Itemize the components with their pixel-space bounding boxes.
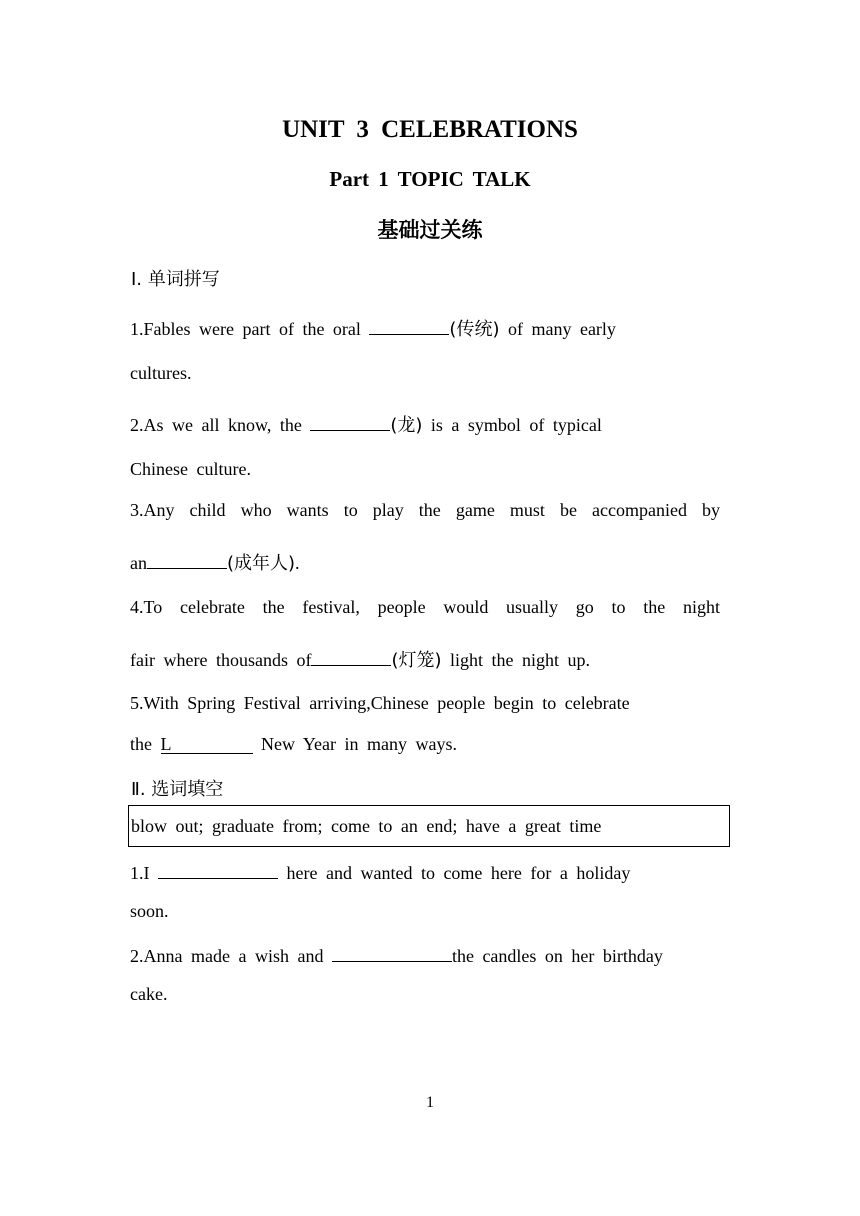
s1-q3-line1: 3.Any child who wants to play the game must be accompanied by: [130, 500, 720, 520]
s1-q3-line2: an (成年人).: [130, 549, 300, 575]
blank-with-letter: L: [161, 734, 253, 754]
s2-q2-line2: cake.: [130, 984, 168, 1004]
page-number: 1: [426, 1094, 434, 1111]
s1-q1-line1: 1.Fables were part of the oral (传统) of many early: [130, 315, 616, 341]
s1-q4-line1: 4.To celebrate the festival, people would usually go to the night: [130, 597, 720, 617]
unit-title: UNIT 3 CELEBRATIONS: [282, 116, 578, 143]
blank: [369, 315, 449, 335]
section1-heading: Ⅰ. 单词拼写: [131, 269, 220, 290]
part-title: Part 1 TOPIC TALK: [329, 167, 531, 191]
s1-q5-line1: 5.With Spring Festival arriving,Chinese people begin to celebrate: [130, 693, 630, 713]
s2-q1-line2: soon.: [130, 901, 169, 921]
blank: [310, 411, 390, 431]
s2-q2-line1: 2.Anna made a wish and the candles on her birthday: [130, 942, 663, 967]
s1-q1-line2: cultures.: [130, 363, 192, 383]
blank: [311, 646, 391, 666]
s1-q2-line1: 2.As we all know, the (龙) is a symbol of typical: [130, 411, 602, 437]
blank: [158, 859, 278, 879]
section-subtitle: 基础过关练: [377, 218, 483, 242]
section2-heading: Ⅱ. 选词填空: [131, 779, 224, 800]
s1-q2-line2: Chinese culture.: [130, 459, 251, 479]
s1-q5-line2: the L New Year in many ways.: [130, 734, 457, 754]
s2-q1-line1: 1.I here and wanted to come here for a holiday: [130, 859, 630, 884]
s1-q4-line2: fair where thousands of (灯笼) light the night up.: [130, 646, 590, 672]
blank: [332, 942, 452, 962]
blank: [147, 549, 227, 569]
word-box-text: blow out; graduate from; come to an end; have a great time: [131, 816, 602, 836]
